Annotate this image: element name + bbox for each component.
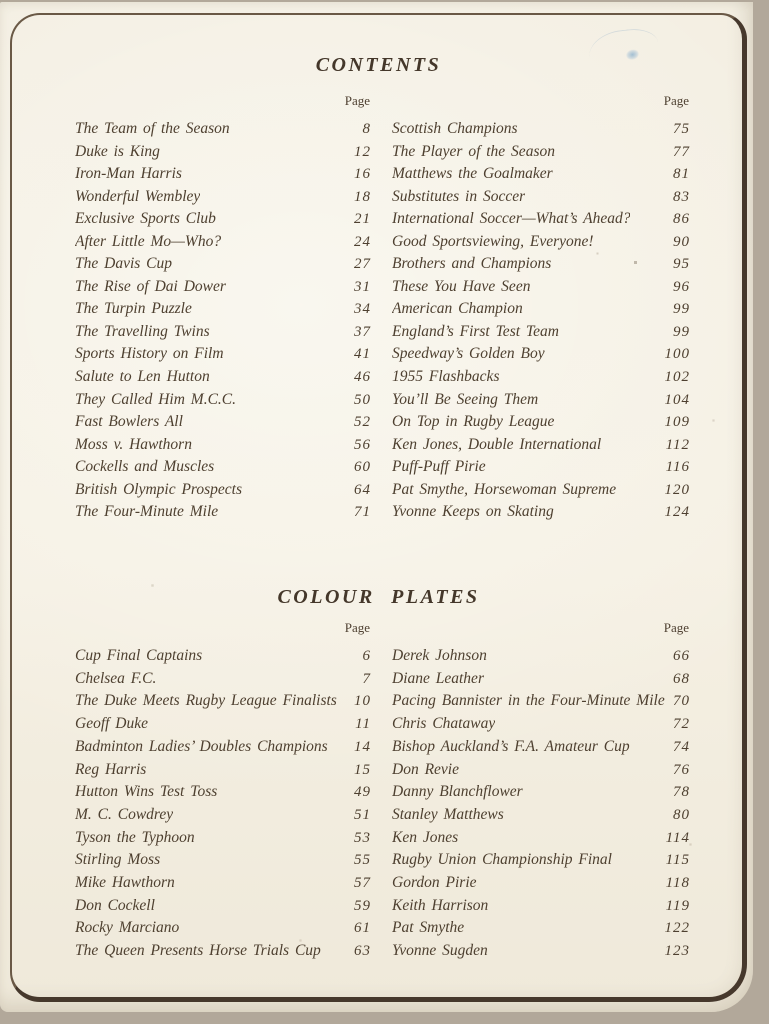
entry-page-number: 57 — [354, 875, 371, 892]
toc-entry — [75, 321, 371, 344]
entry-page-number: 34 — [354, 301, 371, 318]
entry-title: 1955 Flashbacks — [392, 368, 500, 386]
contents-right-entries — [392, 118, 690, 524]
entry-title: After Little Mo—Who? — [75, 232, 222, 250]
contents-columns — [75, 93, 690, 524]
entry-title: Chelsea F.C. — [75, 669, 157, 687]
entry-page-number: 72 — [673, 716, 690, 733]
toc-entry — [392, 366, 690, 389]
toc-entry — [392, 434, 690, 457]
entry-page-number: 109 — [664, 414, 690, 431]
toc-entry — [392, 940, 690, 963]
toc-entry — [75, 804, 371, 827]
entry-page-number: 66 — [673, 648, 690, 664]
entry-page-number: 59 — [354, 897, 371, 914]
entry-title: The Four-Minute Mile — [75, 503, 219, 521]
entry-page-number: 14 — [354, 738, 371, 755]
entry-page-number: 114 — [665, 829, 690, 846]
entry-title: Ken Jones — [392, 828, 459, 846]
entry-title: Yvonne Sugden — [392, 942, 488, 960]
entry-page-number: 6 — [362, 648, 371, 664]
entry-page-number: 118 — [665, 875, 690, 892]
toc-entry — [75, 208, 371, 231]
toc-entry — [75, 479, 371, 502]
page-column-label: Page — [344, 93, 370, 108]
entry-page-number: 52 — [354, 414, 371, 431]
toc-entry — [392, 895, 690, 918]
toc-entry — [75, 713, 371, 736]
toc-entry — [75, 389, 371, 412]
entry-page-number: 7 — [362, 670, 371, 687]
colour-plates-right-column — [392, 620, 690, 963]
toc-entry — [75, 645, 371, 668]
entry-title: Moss v. Hawthorn — [75, 435, 192, 453]
entry-page-number: 8 — [362, 121, 371, 137]
entry-title: Puff-Puff Pirie — [392, 458, 486, 476]
entry-title: Badminton Ladies’ Doubles Champions — [75, 737, 328, 755]
entry-page-number: 31 — [354, 278, 371, 295]
entry-page-number: 37 — [354, 323, 371, 340]
contents-left-column — [75, 93, 371, 524]
toc-entry — [392, 389, 690, 412]
entry-title: Rocky Marciano — [75, 919, 180, 937]
entry-page-number: 61 — [354, 920, 371, 937]
toc-entry — [75, 872, 371, 895]
entry-title: Rugby Union Championship Final — [392, 851, 612, 869]
entry-title: Cockells and Muscles — [75, 458, 215, 476]
toc-entry — [75, 895, 371, 918]
toc-entry — [75, 141, 371, 164]
page-column-label: Page — [663, 620, 689, 635]
entry-title: Wonderful Wembley — [75, 187, 201, 205]
entry-page-number: 83 — [673, 188, 690, 205]
entry-page-number: 63 — [354, 943, 371, 960]
toc-entry — [392, 456, 690, 479]
entry-title: Reg Harris — [75, 760, 147, 778]
entry-title: England’s First Test Team — [392, 322, 559, 340]
toc-entry — [75, 163, 371, 186]
entry-page-number: 16 — [354, 166, 371, 183]
entry-page-number: 70 — [673, 693, 690, 710]
entry-page-number: 41 — [354, 346, 371, 363]
toc-entry — [75, 917, 371, 940]
entry-title: The Queen Presents Horse Trials Cup — [75, 942, 321, 960]
entry-page-number: 74 — [673, 738, 690, 755]
entry-page-number: 104 — [664, 391, 690, 408]
entry-page-number: 12 — [354, 143, 371, 160]
entry-page-number: 124 — [664, 504, 690, 521]
entry-title: Matthews the Goalmaker — [392, 165, 553, 183]
toc-entry — [392, 253, 690, 276]
toc-entry — [75, 501, 371, 524]
entry-title: Don Cockell — [75, 896, 155, 914]
toc-entry — [392, 668, 690, 691]
entry-page-number: 10 — [354, 693, 371, 710]
entry-title: Mike Hawthorn — [75, 874, 175, 892]
entry-page-number: 81 — [673, 166, 690, 183]
entry-title: Scottish Champions — [392, 120, 518, 137]
entry-page-number: 50 — [354, 391, 371, 408]
page-column-label: Page — [344, 620, 370, 635]
entry-title: Keith Harrison — [392, 896, 489, 914]
entry-title: American Champion — [392, 300, 523, 318]
entry-title: Substitutes in Soccer — [392, 187, 526, 205]
colour-plates-columns — [75, 620, 690, 963]
entry-page-number: 95 — [673, 256, 690, 273]
entry-title: Fast Bowlers All — [75, 413, 183, 431]
toc-entry — [392, 411, 690, 434]
entry-page-number: 112 — [665, 436, 690, 453]
entry-page-number: 53 — [354, 829, 371, 846]
entry-page-number: 27 — [354, 256, 371, 273]
entry-title: Bishop Auckland’s F.A. Amateur Cup — [392, 737, 630, 755]
entry-title: Pacing Bannister in the Four-Minute Mile — [392, 692, 665, 710]
entry-title: They Called Him M.C.C. — [75, 390, 236, 408]
toc-entry — [392, 645, 690, 668]
toc-entry — [75, 118, 371, 141]
entry-page-number: 68 — [673, 670, 690, 687]
entry-page-number: 46 — [354, 369, 371, 386]
entry-page-number: 115 — [665, 852, 690, 869]
toc-entry — [75, 736, 371, 759]
entry-title: International Soccer—What’s Ahead? — [392, 210, 631, 228]
colour-plates-section-title: COLOUR PLATES — [277, 586, 480, 608]
entry-title: The Travelling Twins — [75, 322, 210, 340]
entry-title: Pat Smythe, Horsewoman Supreme — [392, 480, 617, 498]
entry-page-number: 51 — [354, 806, 371, 823]
toc-entry — [75, 456, 371, 479]
toc-entry — [75, 253, 371, 276]
entry-title: Geoff Duke — [75, 715, 149, 733]
toc-entry — [75, 411, 371, 434]
entry-page-number: 102 — [664, 369, 690, 386]
entry-title: Don Revie — [392, 760, 459, 778]
entry-title: Diane Leather — [392, 669, 484, 687]
toc-entry — [392, 186, 690, 209]
toc-entry — [75, 276, 371, 299]
toc-entry — [392, 827, 690, 850]
entry-page-number: 96 — [673, 278, 690, 295]
toc-entry — [392, 804, 690, 827]
entry-title: Yvonne Keeps on Skating — [392, 503, 554, 521]
entry-title: These You Have Seen — [392, 277, 531, 295]
toc-entry — [392, 713, 690, 736]
entry-page-number: 119 — [665, 897, 690, 914]
entry-page-number: 49 — [354, 784, 371, 801]
entry-page-number: 78 — [673, 784, 690, 801]
entry-title: Chris Chataway — [392, 715, 496, 733]
entry-page-number: 15 — [354, 761, 371, 778]
entry-title: Speedway’s Golden Boy — [392, 345, 545, 363]
entry-title: Duke is King — [75, 142, 160, 160]
entry-page-number: 86 — [673, 211, 690, 228]
page-column-label: Page — [663, 93, 689, 108]
toc-entry — [392, 276, 690, 299]
contents-section-title: CONTENTS — [315, 54, 442, 76]
entry-title: Pat Smythe — [392, 919, 465, 937]
toc-entry — [75, 186, 371, 209]
toc-entry — [392, 872, 690, 895]
toc-entry — [75, 849, 371, 872]
entry-title: Exclusive Sports Club — [75, 210, 216, 228]
entry-title: You’ll Be Seeing Them — [392, 390, 539, 408]
entry-title: British Olympic Prospects — [75, 480, 243, 498]
entry-title: Cup Final Captains — [75, 647, 203, 664]
toc-entry — [75, 298, 371, 321]
entry-title: Danny Blanchflower — [392, 783, 523, 801]
entry-title: Ken Jones, Double International — [392, 435, 602, 453]
toc-entry — [392, 118, 690, 141]
toc-entry — [392, 343, 690, 366]
entry-title: The Duke Meets Rugby League Finalists — [75, 692, 337, 710]
entry-page-number: 120 — [664, 481, 690, 498]
toc-entry — [75, 940, 371, 963]
entry-title: Stanley Matthews — [392, 805, 504, 823]
entry-page-number: 18 — [354, 188, 371, 205]
entry-page-number: 90 — [673, 233, 690, 250]
entry-page-number: 99 — [673, 323, 690, 340]
colour-plates-right-entries — [392, 645, 690, 963]
entry-page-number: 24 — [354, 233, 371, 250]
entry-page-number: 55 — [354, 852, 371, 869]
toc-entry — [392, 231, 690, 254]
entry-page-number: 116 — [665, 459, 690, 476]
entry-title: The Rise of Dai Dower — [75, 277, 226, 295]
toc-entry — [392, 321, 690, 344]
entry-page-number: 80 — [673, 806, 690, 823]
contents-right-column — [392, 93, 690, 524]
entry-page-number: 64 — [354, 481, 371, 498]
entry-page-number: 11 — [355, 716, 371, 733]
entry-title: The Davis Cup — [75, 255, 172, 273]
toc-entry — [75, 668, 371, 691]
entry-page-number: 56 — [354, 436, 371, 453]
entry-title: Gordon Pirie — [392, 874, 477, 892]
entry-page-number: 71 — [354, 504, 371, 521]
entry-page-number: 122 — [664, 920, 690, 937]
entry-title: M. C. Cowdrey — [75, 805, 174, 823]
entry-title: The Player of the Season — [392, 142, 555, 160]
toc-entry — [392, 759, 690, 782]
toc-entry — [75, 231, 371, 254]
toc-entry — [392, 163, 690, 186]
toc-entry — [75, 434, 371, 457]
toc-entry — [392, 141, 690, 164]
toc-entry — [75, 827, 371, 850]
entry-page-number: 21 — [354, 211, 371, 228]
entry-title: The Team of the Season — [75, 120, 230, 137]
entry-page-number: 76 — [673, 761, 690, 778]
toc-entry — [392, 208, 690, 231]
entry-title: Brothers and Champions — [392, 255, 552, 273]
colour-plates-left-entries — [75, 645, 371, 963]
colour-plates-left-column — [75, 620, 371, 963]
entry-page-number: 100 — [664, 346, 690, 363]
toc-entry — [75, 781, 371, 804]
toc-entry — [75, 343, 371, 366]
toc-entry — [392, 479, 690, 502]
toc-entry — [392, 849, 690, 872]
entry-title: Hutton Wins Test Toss — [75, 783, 218, 801]
entry-title: The Turpin Puzzle — [75, 300, 192, 318]
toc-entry — [392, 690, 690, 713]
entry-page-number: 77 — [673, 143, 690, 160]
entry-page-number: 60 — [354, 459, 371, 476]
entry-title: Sports History on Film — [75, 345, 224, 363]
toc-entry — [75, 366, 371, 389]
toc-entry — [392, 501, 690, 524]
entry-title: On Top in Rugby League — [392, 413, 555, 431]
entry-page-number: 99 — [673, 301, 690, 318]
entry-title: Iron-Man Harris — [75, 165, 182, 183]
entry-title: Good Sportsviewing, Everyone! — [392, 232, 594, 250]
entry-page-number: 75 — [673, 121, 690, 137]
toc-entry — [75, 690, 371, 713]
toc-entry — [392, 781, 690, 804]
toc-entry — [75, 759, 371, 782]
toc-entry — [392, 917, 690, 940]
entry-title: Stirling Moss — [75, 851, 161, 869]
entry-title: Salute to Len Hutton — [75, 368, 210, 386]
entry-title: Tyson the Typhoon — [75, 828, 195, 846]
entry-page-number: 123 — [664, 943, 690, 960]
entry-title: Derek Johnson — [392, 647, 487, 664]
toc-entry — [392, 736, 690, 759]
toc-entry — [392, 298, 690, 321]
contents-left-entries — [75, 118, 371, 524]
